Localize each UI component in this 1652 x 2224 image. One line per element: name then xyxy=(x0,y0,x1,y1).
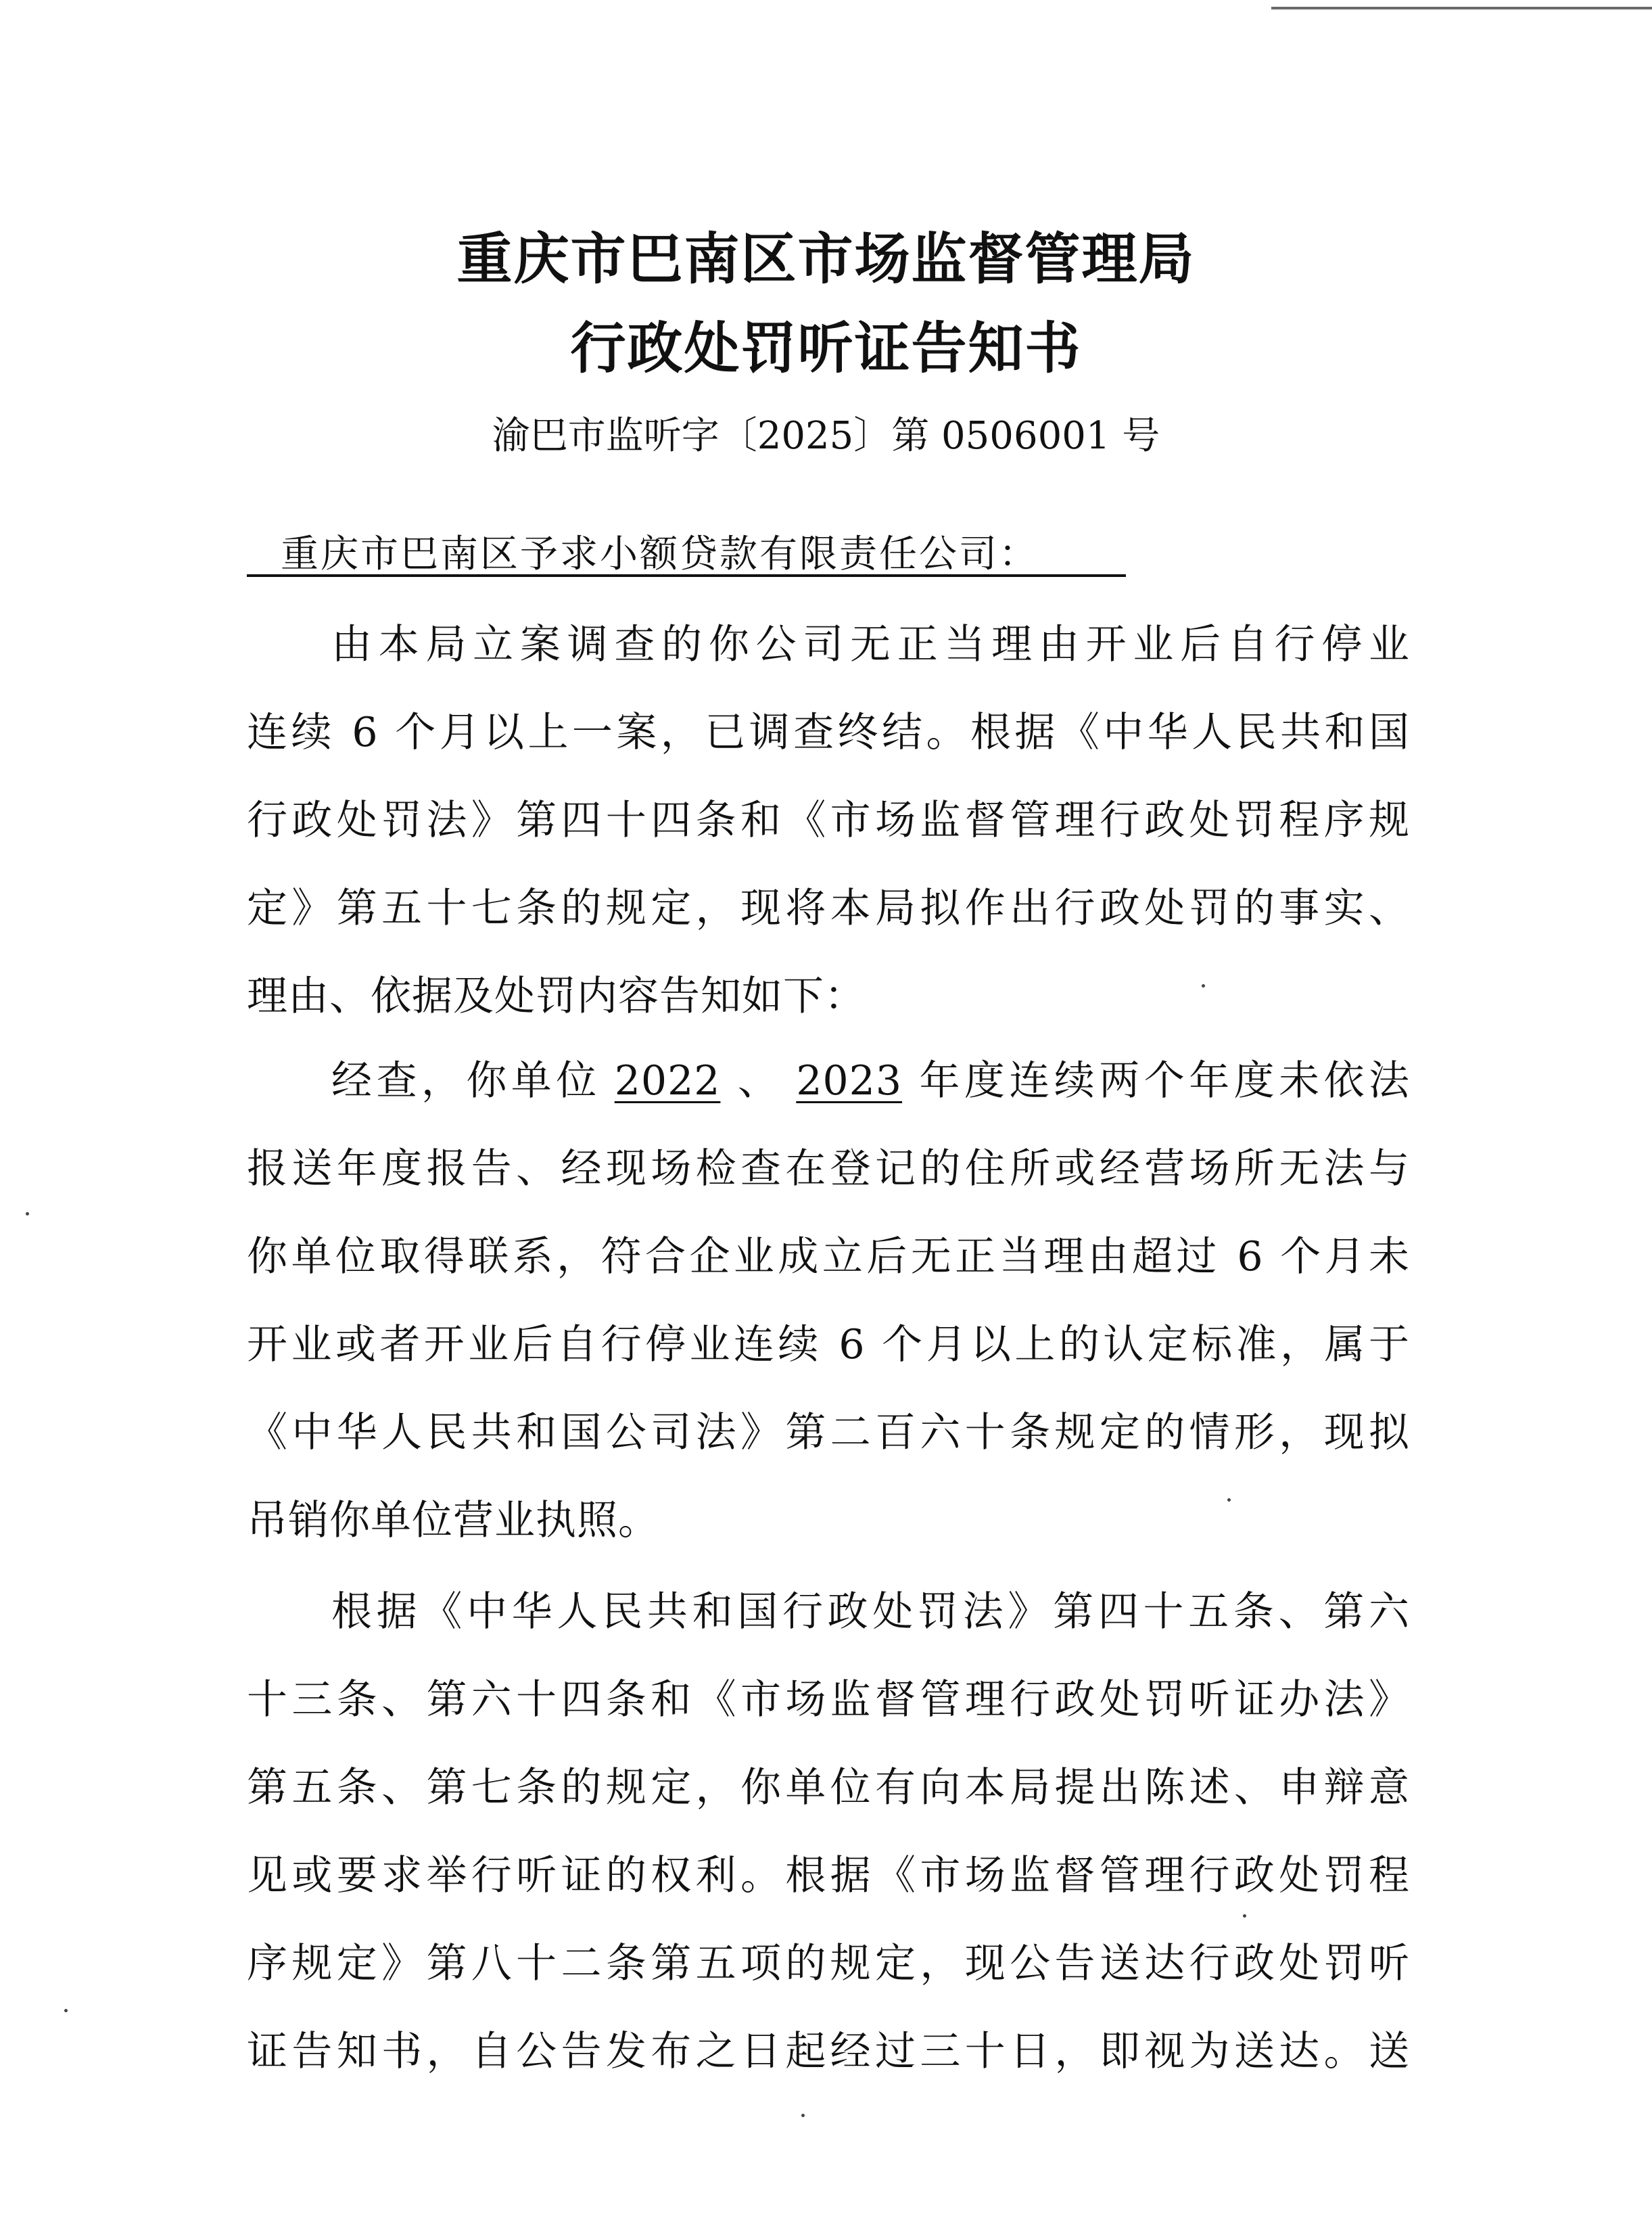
body-line: 证告知书，自公告发布之日起经过三十日，即视为送达。送 xyxy=(247,2028,1410,2075)
document-title: 行政处罚听证告知书 xyxy=(570,317,1082,381)
year-separator: 、 xyxy=(734,1057,783,1105)
scan-edge-line xyxy=(1271,7,1652,9)
year-field-1: 2022 xyxy=(614,1057,721,1105)
scan-speck xyxy=(1227,1498,1231,1502)
scan-speck xyxy=(64,2009,68,2012)
body-line: 由本局立案调查的你公司无正当理由开业后自行停业 xyxy=(331,621,1410,668)
agency-title: 重庆市巴南区市场监督管理局 xyxy=(456,227,1196,292)
body-line: 序规定》第八十二条第五项的规定，现公告送达行政处罚听 xyxy=(247,1940,1410,1987)
body-line: 《中华人民共和国公司法》第二百六十条规定的情形，现拟 xyxy=(247,1409,1410,1456)
body-line: 理由、依据及处罚内容告知如下： xyxy=(247,973,866,1020)
body-line: 开业或者开业后自行停业连续 6 个月以上的认定标准，属于 xyxy=(247,1321,1410,1368)
year-field-2: 2023 xyxy=(796,1057,903,1105)
body-line: 报送年度报告、经现场检查在登记的住所或经营场所无法与 xyxy=(247,1145,1410,1192)
document-number: 渝巴市监听字〔2025〕第 0506001 号 xyxy=(492,414,1160,458)
findings-suffix: 年度连续两个年度未依法 xyxy=(916,1057,1411,1105)
recipient-line: 重庆市巴南区予求小额贷款有限责任公司： xyxy=(247,524,1126,577)
body-line: 第五条、第七条的规定，你单位有向本局提出陈述、申辩意 xyxy=(247,1764,1410,1811)
body-line: 定》第五十七条的规定，现将本局拟作出行政处罚的事实、 xyxy=(247,885,1410,932)
scan-speck xyxy=(801,2114,805,2117)
body-line: 行政处罚法》第四十四条和《市场监督管理行政处罚程序规 xyxy=(247,797,1410,844)
scan-speck xyxy=(26,1212,29,1215)
body-line: 十三条、第六十四条和《市场监督管理行政处罚听证办法》 xyxy=(247,1676,1410,1723)
body-line: 你单位取得联系，符合企业成立后无正当理由超过 6 个月未 xyxy=(247,1233,1410,1280)
findings-prefix: 经查，你单位 xyxy=(331,1057,601,1105)
scan-speck xyxy=(1243,1914,1246,1918)
findings-line xyxy=(331,1048,1410,1103)
scan-speck xyxy=(1202,984,1205,988)
body-line: 见或要求举行听证的权利。根据《市场监督管理行政处罚程 xyxy=(247,1852,1410,1899)
body-line: 吊销你单位营业执照。 xyxy=(247,1497,659,1544)
body-line: 根据《中华人民共和国行政处罚法》第四十五条、第六 xyxy=(331,1588,1410,1636)
body-line: 连续 6 个月以上一案，已调查终结。根据《中华人民共和国 xyxy=(247,709,1410,756)
